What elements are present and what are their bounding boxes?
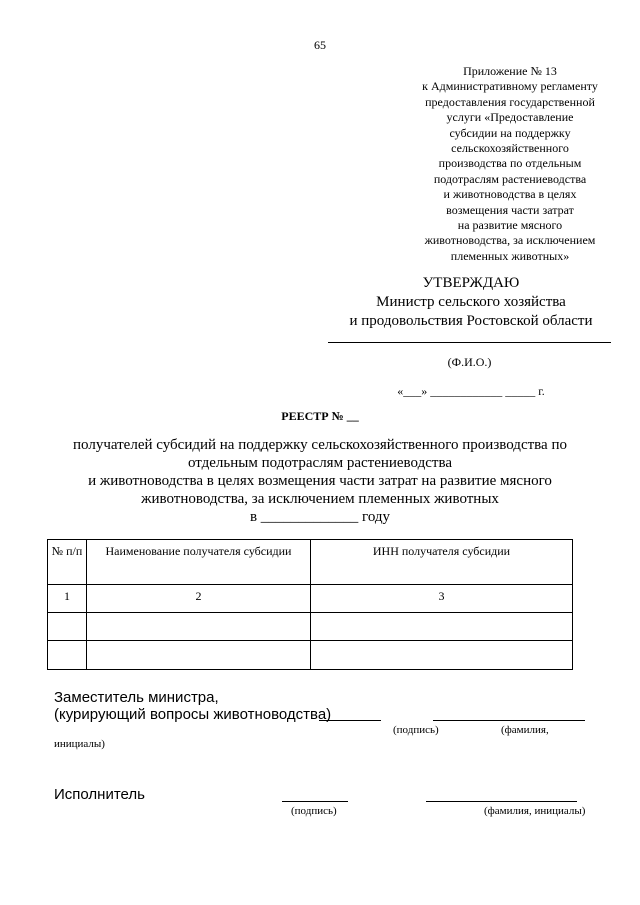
- table-cell: [87, 613, 311, 641]
- table-cell: [87, 641, 311, 670]
- executor-name-line: [426, 801, 577, 802]
- subtitle-line: отдельным подотраслям растениеводства: [187, 455, 452, 471]
- table-cell: [311, 613, 573, 641]
- register-table: [47, 539, 573, 670]
- appendix-line: услуги «Предоставление: [446, 110, 574, 125]
- header-inn-label: ИНН получателя субсидии: [372, 544, 511, 558]
- approval-signature-line: [328, 342, 611, 343]
- page-number: 65: [314, 38, 326, 52]
- table-cell: [311, 641, 573, 670]
- deputy-name-caption-cont: инициалы): [54, 738, 105, 750]
- register-subtitle: [40, 436, 600, 526]
- header-cell-name: [87, 540, 311, 585]
- appendix-line: возмещения части затрат: [446, 202, 574, 217]
- subtitle-line: животноводства, за исключением племенных животных: [141, 491, 499, 507]
- column-number-row: [48, 585, 573, 613]
- appendix-line: Приложение № 13: [463, 64, 557, 78]
- subtitle-line: и животноводства в целях возмещения части затрат на развитие мясного: [88, 473, 552, 489]
- appendix-line: животноводства, за исключением: [424, 233, 596, 248]
- appendix-block: [405, 64, 615, 264]
- subtitle-line: получателей субсидий на поддержку сельскохозяйственного производства по: [73, 437, 567, 453]
- executor-sign-caption: (подпись): [291, 805, 337, 817]
- deputy-name-line: [433, 720, 585, 721]
- appendix-line: к Административному регламенту: [422, 79, 598, 94]
- approval-date-line: «___» ____________ _____ г.: [397, 384, 545, 398]
- column-number-cell: [87, 585, 311, 613]
- table-header-row: [48, 540, 573, 585]
- appendix-line: и животноводства в целях: [443, 187, 577, 202]
- approval-line2: и продовольствия Ростовской области: [349, 313, 593, 329]
- approval-block: [330, 274, 612, 331]
- header-cell-number: [48, 540, 87, 585]
- column-number-cell: [311, 585, 573, 613]
- appendix-line: на развитие мясного: [457, 218, 563, 233]
- column-number-cell: [48, 585, 87, 613]
- column-number: 2: [195, 589, 202, 603]
- deputy-sign-caption: (подпись): [393, 724, 439, 736]
- appendix-line: предоставления государственной: [425, 94, 595, 109]
- header-name-label: Наименование получателя субсидии: [105, 544, 292, 558]
- table-row: [48, 613, 573, 641]
- subtitle-line: в _____________ году: [249, 509, 391, 525]
- executor-label: Исполнитель: [54, 786, 145, 803]
- appendix-line: сельскохозяйственного: [451, 141, 569, 156]
- executor-signature-line: [282, 801, 348, 802]
- table-row: [48, 641, 573, 670]
- deputy-title: Заместитель министра,: [54, 689, 219, 706]
- appendix-line: производства по отдельным: [438, 156, 582, 171]
- header-cell-inn: [311, 540, 573, 585]
- deputy-name-caption: (фамилия,: [501, 724, 549, 736]
- approval-line1: Министр сельского хозяйства: [376, 294, 566, 310]
- appendix-line: племенных животных»: [450, 248, 570, 263]
- register-title: РЕЕСТР № __: [281, 409, 359, 423]
- column-number: 1: [64, 589, 70, 603]
- approval-heading: УТВЕРЖДАЮ: [422, 275, 520, 291]
- fio-caption: (Ф.И.О.): [447, 355, 492, 369]
- appendix-line: подотраслям растениеводства: [433, 171, 587, 186]
- executor-name-caption: (фамилия, инициалы): [484, 805, 586, 817]
- deputy-subtitle: (курирующий вопросы животноводства): [54, 706, 332, 723]
- header-number-label: № п/п: [51, 544, 83, 558]
- table-cell: [48, 613, 87, 641]
- table-cell: [48, 641, 87, 670]
- column-number: 3: [438, 589, 445, 603]
- appendix-line: субсидии на поддержку: [449, 125, 571, 140]
- deputy-signature-line: [319, 720, 381, 721]
